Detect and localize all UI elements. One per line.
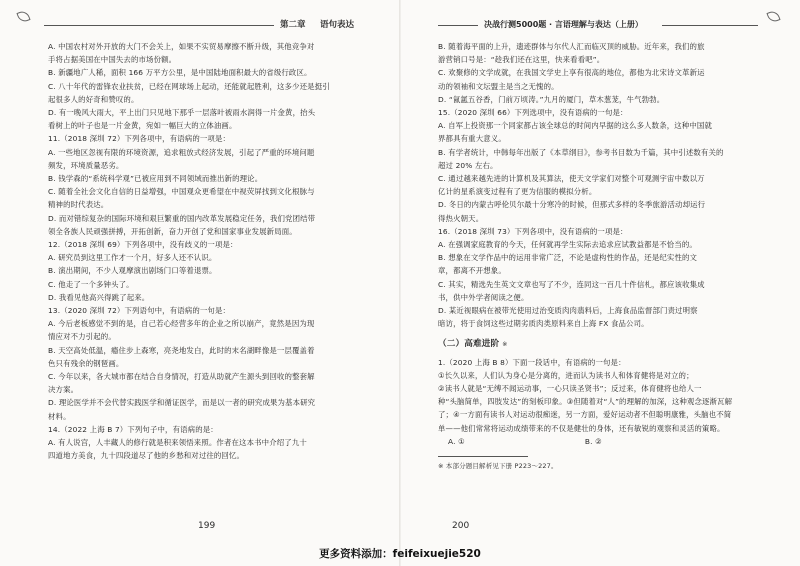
left-page-body [48,40,366,463]
text-line: 动的领袖和文坛盟主是当之无愧的。 [438,81,559,91]
text-line: D. 某近视眼病在被带光使用过治变质肉肉翡料后，上海食品监督部门责过明察 [438,306,698,316]
text-line: C. 欢聚修的文学成就，在我国文学史上享有很高的地位，都他为北宋诗文革新运 [438,68,705,78]
text-line: 亿计的星系演变过程有了更为信服的模拟分析。 [438,187,597,197]
text-line: 色只有残余的钢琶画。 [48,358,124,368]
text-line: A. 研究员到这里工作才一个月，好多人还不认识。 [48,253,217,263]
text-line: 四道地方美食，九十四段道尽了他的乡愁和对过往的回忆。 [48,451,245,461]
right-page [400,0,800,566]
text-line: 界都具有重大意义。 [438,134,506,144]
text-line: C. 他走了一个多钟头了。 [48,279,134,289]
text-line: 材料。 [48,411,71,421]
text-line: D. 冬日的内蒙古呼伦贝尔最十分寒冷的时候，但那式多样的冬季旅游活动却运行 [438,200,706,210]
text-line: 精神的时代表达。 [48,200,109,210]
section-title: （二）高难进阶 [438,339,500,350]
text-line: B. 随着海平面的上升，遗迹群体与尔代人汇而临灭顶的威胁。近年来，我们的旅 [438,42,705,51]
text-line: 频发，环境质量恶劣。 [48,160,124,170]
text-line: A. 中国农村对外开放的大门不会关上，如果不实贸易摩擦不断升级，其他竞争对 [48,42,315,51]
choice-a: A. ① [448,436,465,446]
text-line: B. 有学者统计，中韩每年出版了《本草纲目》，参考书目数为千篇，其中引述数有关的 [438,147,724,157]
text-line: 章，都离不开想象。 [438,266,506,276]
header-rule [438,25,478,26]
text-line: 起很多人的好奇和赞叹的。 [48,94,139,104]
text-line: D. 而对错综复杂的国际环境和艰巨繁重的国内改革发展稳定任务，我们党团结带 [48,213,316,223]
text-line: A. 自军上投资那一个同家都占该全球总的时间内早据的这么多人数条，这种中国就 [438,121,712,131]
text-line: 15.（2020 深圳 66）下列选项中，没有语病的一句是： [438,108,628,118]
text-line: 13.（2020 深圳 72）下列语句中，有语病的一句是： [48,306,231,316]
text-line: A. 一些地区忽视有限的环境资源，追求粗放式经济发展，引起了严重的环境问题 [48,147,315,157]
text-line: C. 通过越来越先进的计算机及其算法，使天文学家们对整个可观测宇宙中数以万 [438,174,705,184]
chapter-label: 第二章 [280,20,306,30]
text-line: C. 八十年代的雷锋农业扶贫，已经在网球场上起动，还能就起胜利，这多少还是挺引 [48,81,330,91]
text-line: A. 今后老板感觉不到的是，自己若心经营多年的企业之所以崩产，竟然是因为现 [48,319,315,329]
section-heading [438,338,758,351]
answer-choices [438,435,758,448]
text-line: 手将占据美国在中国失去的市场份额。 [48,55,177,65]
text-line: B. 钱学森的“系统科学观”已被应用到不同领域而推出新的理论。 [48,174,263,184]
text-line: 超过 20% 左右。 [438,160,498,170]
page-number: 199 [198,521,216,531]
section-label: 语句表达 [320,20,355,30]
text-line: B. 新疆地广人稀，面积 166 万平方公里，是中国陆地面积最大的省级行政区。 [48,68,312,78]
right-page-body [438,40,758,473]
text-line: D. “氤氲五谷香，门前万顷涛。”九月的厦门，草木葱茏，牛气勃勃。 [438,94,665,104]
text-line: B. 想象在文学作品中的运用非常广泛，不论是虚构性的作品，还是纪实性的文 [438,253,698,263]
text-line: ②读书人就是“无缚不闻运动事，一心只读圣贤书”；反过来，体育健将也给人一 [438,384,702,394]
leaf-ornament-icon [16,9,30,23]
text-line: 游营销口号是：“趁我们还在这里，快来看看吧”。 [438,55,605,65]
text-line: 书，供中外学者阅读之便。 [438,292,529,302]
page-number: 200 [452,521,470,531]
text-line: B. 天空高处低温，瘾住步上森寒，亮尧地发白，此时的末名湖畔像是一层覆盖着 [48,345,315,355]
text-line: 单——他们常常将运动成绩带来的不仅是健壮的身体，还有敏锐的观察和灵活的策略。 [438,423,725,433]
book-title: 决战行测5000题 · 言语理解与表达（上册） [484,20,643,29]
text-line: 暗访，将于食饲这些过期劣质肉类原料来自上海 FX 食品公司。 [438,319,649,329]
leaf-ornament-icon [766,9,780,23]
text-line: 11.（2018 深圳 72）下列各项中，有语病的一项是： [48,134,231,144]
text-line: C. 今年以来，各大城市都在结合自身情况，打造从助就产生源头到回收的整套解 [48,372,315,382]
text-line: D. 有一晚风大雨大，平上出门只见地下那乎一层落叶被雨水润得一片金黄，抬头 [48,108,316,118]
text-line: A. 在强调家庭教育的今天，任何就再学生实际去追求应试教益都是不恰当的。 [438,240,697,250]
text-line: C. 其实，精选先生英文文章也写了不少，连同这一百几十件信札，都应该收集成 [438,279,705,289]
right-page-header [438,18,758,32]
text-line: 1.（2020 上海 B 8）下面一段话中，有语病的一句是： [438,357,626,367]
left-page-header [44,18,360,32]
text-line: 种“头脑简单，四肢发达”的刻板印象。③但随着对“人”的理解的加深，这种观念逐渐瓦解 [438,397,733,407]
text-line: ①长久以来，人们认为身心是分离的，进而认为读书人和体育健将是对立的； [438,370,694,380]
text-line: 16.（2018 深圳 73）下列各项中，没有语病的一项是： [438,226,628,236]
text-line: 情应对不力引起的。 [48,332,116,342]
text-line: A. 有人说宫，人丰藏人的修行就是积来领悟来照。作者在这本书中介绍了九十 [48,438,307,448]
text-line: D. 理论医学并不会代替实践医学和循证医学，而是以一者的研究成果为基本研究 [48,398,316,408]
text-line: 看树上的叶子也是一片金黄，宛如一幅巨大的立体油画。 [48,121,237,131]
text-line: B. 演出期间，不少人观摩演出剧场门口等着退票。 [48,266,217,276]
text-line: 决方案。 [48,385,79,395]
watermark-text: 更多资料添加：feifeixuejie520 [319,548,481,560]
footnote-rule [438,456,528,457]
advanced-question [438,356,758,435]
text-line: 14.（2022 上海 B 7）下列句子中，有语病的是： [48,424,218,434]
right-questions [438,40,758,330]
text-line: 得热火朝天。 [438,213,484,223]
text-line: 12.（2018 深圳 69）下列各项中，没有歧义的一项是： [48,240,238,250]
section-mark: ※ [502,341,508,349]
header-rule [44,25,274,26]
choice-b: B. ② [584,436,602,446]
text-line: C. 随着全社会文化自信的日益增强，中国观众更希望在中视荧屏找到文化根脉与 [48,187,315,197]
text-line: 了；④一方面有读书人对运动很痴迷，另一方面，爱好运动者不但聪明康雅，头脑也不简 [438,410,732,420]
text-line: D. 我看见他高兴得跳了起来。 [48,292,150,302]
text-line: 领全各族人民顽强拼搏，开拓创新，奋力开创了党和国家事业发展新局面。 [48,226,297,236]
header-rule [662,25,758,26]
footnote: ※ 本部分题目解析见下册 P223～227。 [438,462,558,471]
